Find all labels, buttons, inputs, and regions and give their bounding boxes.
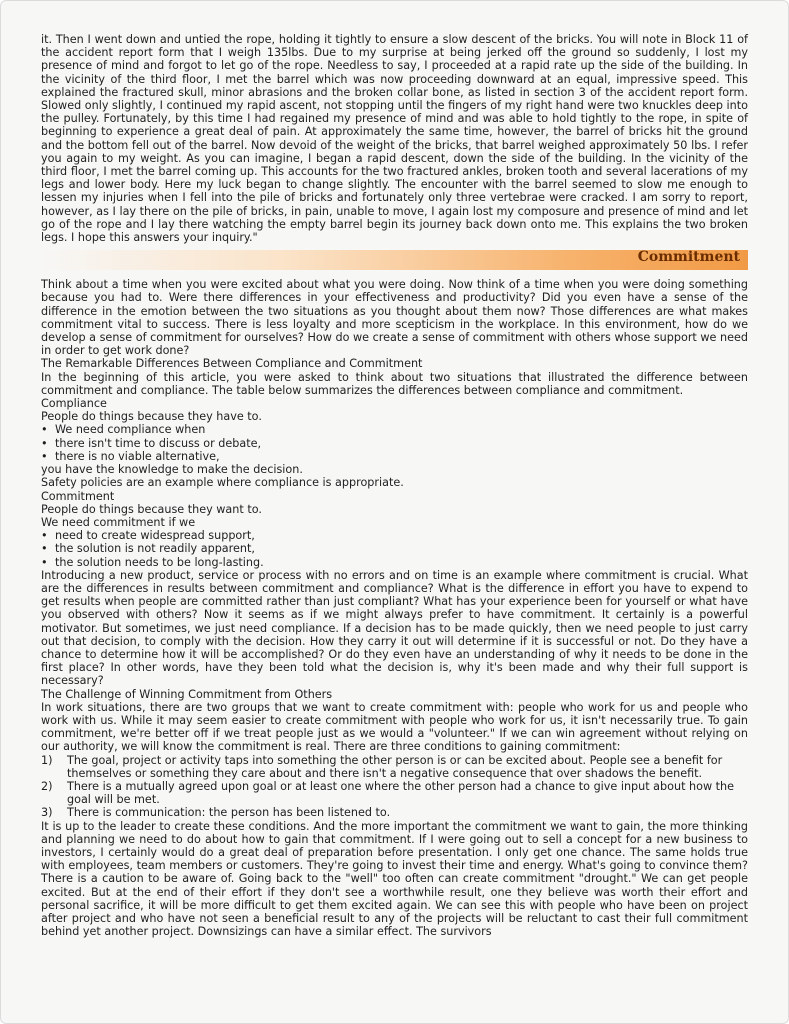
list-item: • need to create widespread support, [41,529,748,542]
differences-paragraph: In the beginning of this article, you were asked to think about two situations that illustrated the difference between commitment and compliance. The table below summarizes the differences between compliance and commitment. [41,370,748,397]
list-item [41,806,748,819]
item-text: There is a mutually agreed upon goal or at least one where the other person had a chance to give input about how the goal will be met. [67,779,735,807]
list-item: • the solution needs to be long-lasting. [41,556,748,569]
list-item: • We need compliance when [41,423,748,436]
product-paragraph: Introducing a new product, service or process with no errors and on time is an example where commitment is crucial. What are the differences in results between commitment and compliance? What is the difference in effort you have to expend to get results when people are committed rather than just compliant? What has your experience been for yourself or what have you observed with others? Now it seems as if we might always prefer to have commitment. It certainly is a powerful motivator. But sometimes, we just need compliance. If a decision has to be made quickly, then we need people to just carry out that decision, to comply with the decision. How they carry it out will determine if it is successful or not. Do they have a chance to determine how it will be accomplished? Or do they even have an understanding of why it needs to be done in the first place? In other words, have they been told what the decision is, why it's been made and why their full support is necessary? [41,568,748,688]
item-text: The goal, project or activity taps into something the other person is or can be excited about. People see a benefit for themselves or something they care about and there isn't a negative consequence that over shadows the benefit. [67,753,723,780]
opening-paragraph: it. Then I went down and untied the rope, holding it tightly to ensure a slow descent of the bricks. You will note in Block 11 of the accident report form that I weigh 135lbs. Due to my surprise at being jerked off the ground so suddenly, I lost my presence of mind and forgot to let go of the rope. Needless to say, I proceeded at a rapid rate up the side of the building. In the vicinity of the third floor, I met the barrel which was now proceeding downward at an equal, impressive speed. This explained the fractured skull, minor abrasions and the broken collar bone, as listed in section 3 of the accident report form. Slowed only slightly, I continued my rapid ascent, not stopping until the fingers of my right hand were two knuckles deep into the pulley. Fortunately, by this time I had regained my presence of mind and was able to hold tightly to the rope, in spite of beginning to experience a great deal of pain. At approximately the same time, however, the barrel of bricks hit the ground and the bottom fell out of the barrel. Now devoid of the weight of the bricks, that barrel weighed approximately 50 lbs. I refer you again to my weight. As you can imagine, I began a rapid descent, down the side of the building. In the vicinity of the third floor, I met the barrel coming up. This accounts for the two fractured ankles, broken tooth and several lacerations of my legs and lower body. Here my luck began to change slightly. The encounter with the barrel seemed to slow me enough to lessen my injuries when I fell into the pile of bricks and fortunately only three vertebrae were cracked. I am sorry to report, however, as I lay there on the pile of bricks, in pain, unable to move, I again lost my composure and presence of mind and let go of the rope and I lay there watching the empty barrel begin its journey back down onto me. This explains the two broken legs. I hope this answers your inquiry." [41,33,748,245]
subheading-challenge: The Challenge of Winning Commitment from Others [41,687,333,701]
conditions-list [41,754,748,820]
closing-paragraph: It is up to the leader to create these conditions. And the more important the commitment we want to gain, the more thinking and planning we need to do about how to gain that commitment. If I were going out to sell a concept for a new business to investors, I certainly would do a great deal of preparation before presentation. I only get one chance. The same holds true with employees, team members or customers. They're going to invest their time and energy. What's going to convince them? There is a caution to be aware of. Going back to the "well" too often can create commitment "drought." We can get people excited. But at the end of their effort if they don't see a worthwhile result, one they believe was worth their effort and personal sacrifice, it will be more difficult to get them excited again. We can see this with people who have been on project after project and who have not seen a beneficial result to any of the projects will be reluctant to cast their full commitment behind yet another project. Downsizings can have a similar effect. The survivors [41,819,748,939]
commitment-line: We need commitment if we [41,515,196,529]
article-column [41,33,748,938]
commitment-bullet-list [41,529,748,569]
compliance-line: People do things because they have to. [41,410,262,424]
commitment-line: People do things because they want to. [41,502,262,516]
section-banner [41,250,748,270]
compliance-heading: Compliance [41,397,107,411]
list-item: • there isn't time to discuss or debate, [41,437,748,450]
list-item: • the solution is not readily apparent, [41,542,748,555]
compliance-example: Safety policies are an example where compliance is appropriate. [41,476,404,490]
commitment-heading: Commitment [41,489,115,503]
compliance-line: you have the knowledge to make the decision. [41,463,303,477]
subheading-differences: The Remarkable Differences Between Compliance and Commitment [41,357,423,371]
item-text: There is communication: the person has been listened to. [67,806,391,820]
item-number: 1) [41,753,53,767]
list-item: • there is no viable alternative, [41,450,748,463]
intro-paragraph: Think about a time when you were excited about what you were doing. Now think of a time when you were doing something because you had to. Were there differences in your effectiveness and productivity? Did you even have a sense of the difference in the emotion between the two situations as you thought about them now? Those differences are what makes commitment vital to success. There is less loyalty and more scepticism in the workplace. In this environment, how do we develop a sense of commitment for ourselves? How do we create a sense of commitment with others whose support we need in order to get work done? [41,278,748,358]
section-title: Commitment [637,249,740,266]
item-number: 2) [41,779,53,793]
list-item [41,754,748,780]
list-item [41,780,748,806]
groups-paragraph: In work situations, there are two groups that we want to create commitment with: people who work for us and people who work with us. While it may seem easier to create commitment with people who work for us, it isn't necessarily true. To gain commitment, we're better off if we treat people just as we would a "volunteer." If we can win agreement without relying on our authority, we will know the commitment is real. There are three conditions to gaining commitment: [41,700,748,754]
compliance-bullet-list [41,423,748,463]
item-number: 3) [41,806,53,820]
